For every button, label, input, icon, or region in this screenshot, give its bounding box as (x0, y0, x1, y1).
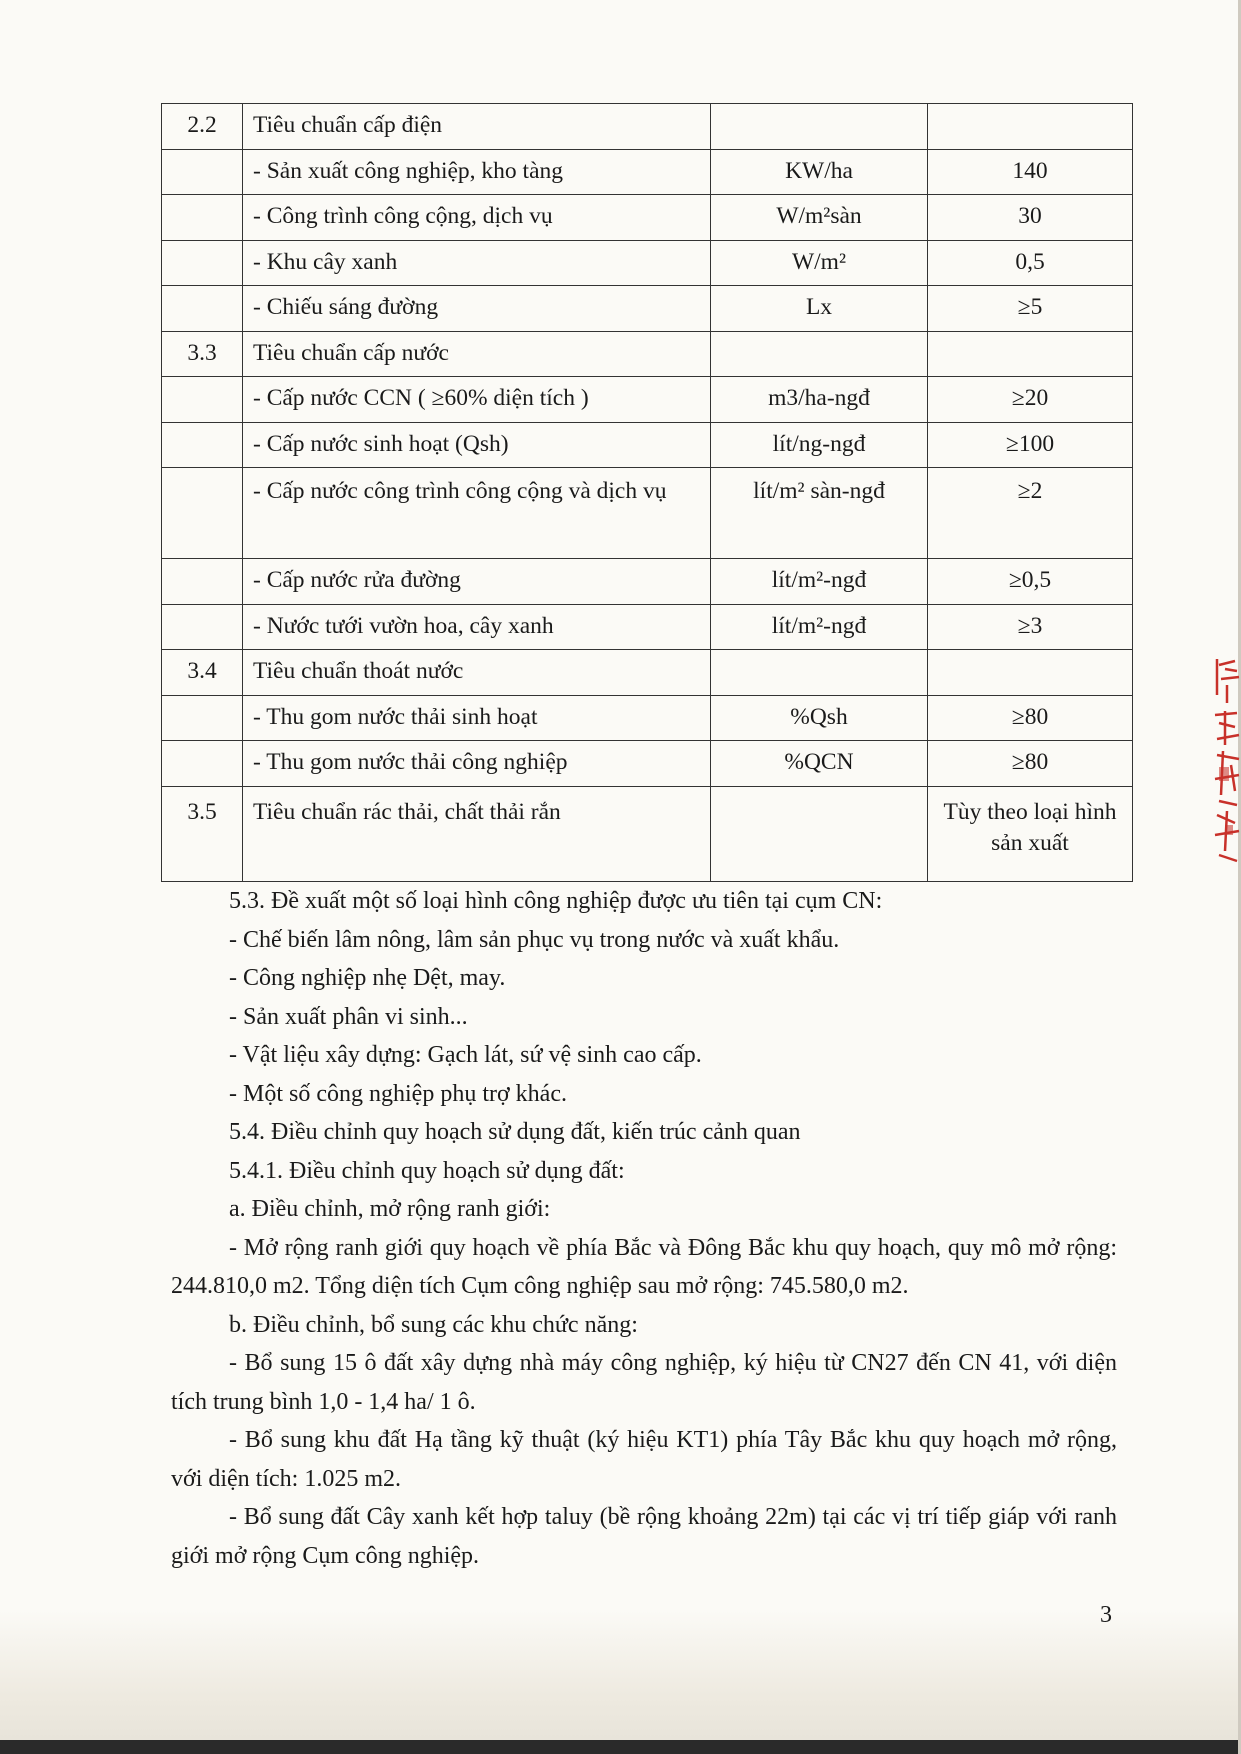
row-number-cell: 3.4 (162, 650, 243, 696)
value-cell: ≥80 (928, 741, 1133, 787)
page-number: 3 (1100, 1602, 1112, 1628)
item-name-cell: - Khu cây xanh (243, 240, 711, 286)
table-row (162, 559, 1133, 605)
table-row (162, 695, 1133, 741)
item-name-cell: - Thu gom nước thải công nghiệp (243, 741, 711, 787)
unit-cell: m3/ha-ngđ (711, 377, 928, 423)
table-row (162, 286, 1133, 332)
paragraph: - Bổ sung khu đất Hạ tầng kỹ thuật (ký hiệu KT1) phía Tây Bắc khu quy hoạch mở rộng, với diện tích: 1.025 m2. (171, 1427, 1117, 1492)
unit-cell: lít/m² sàn-ngđ (711, 468, 928, 559)
table-row (162, 149, 1133, 195)
unit-cell (711, 331, 928, 377)
value-cell: ≥100 (928, 422, 1133, 468)
row-number-cell (162, 240, 243, 286)
item-name-cell: - Cấp nước rửa đường (243, 559, 711, 605)
unit-cell: lít/m²-ngđ (711, 559, 928, 605)
scan-edge-bar (0, 1740, 1241, 1754)
row-number-cell (162, 604, 243, 650)
value-cell: 140 (928, 149, 1133, 195)
item-name-cell: - Sản xuất công nghiệp, kho tàng (243, 149, 711, 195)
list-item: - Sản xuất phân vi sinh... (229, 1003, 468, 1030)
unit-cell: lít/m²-ngđ (711, 604, 928, 650)
value-cell: ≥0,5 (928, 559, 1133, 605)
list-item: - Công nghiệp nhẹ Dệt, may. (229, 965, 506, 991)
row-number-cell: 2.2 (162, 104, 243, 150)
subsection-heading: b. Điều chỉnh, bổ sung các khu chức năng: (229, 1311, 638, 1338)
row-number-cell (162, 695, 243, 741)
row-number-cell (162, 286, 243, 332)
item-name-cell: - Cấp nước sinh hoạt (Qsh) (243, 422, 711, 468)
table-row (162, 377, 1133, 423)
row-number-cell (162, 422, 243, 468)
row-number-cell: 3.3 (162, 331, 243, 377)
value-cell: ≥2 (928, 468, 1133, 559)
unit-cell: W/m²sàn (711, 195, 928, 241)
table-row (162, 195, 1133, 241)
unit-cell: KW/ha (711, 149, 928, 195)
table-row (162, 786, 1133, 881)
table-row (162, 240, 1133, 286)
table-row (162, 741, 1133, 787)
list-item: - Vật liệu xây dựng: Gạch lát, sứ vệ sinh cao cấp. (229, 1042, 702, 1068)
unit-cell (711, 786, 928, 881)
unit-cell (711, 104, 928, 150)
document-body (171, 882, 1117, 1575)
unit-cell: %Qsh (711, 695, 928, 741)
value-cell (928, 104, 1133, 150)
item-name-cell: - Chiếu sáng đường (243, 286, 711, 332)
table-row (162, 331, 1133, 377)
unit-cell: Lx (711, 286, 928, 332)
item-name-cell: Tiêu chuẩn cấp điện (243, 104, 711, 150)
row-number-cell (162, 195, 243, 241)
paragraph: - Bổ sung đất Cây xanh kết hợp taluy (bề rộng khoảng 22m) tại các vị trí tiếp giáp với ranh giới mở rộng Cụm công nghiệp. (171, 1504, 1117, 1569)
value-cell: Tùy theo loại hình sản xuất (928, 786, 1133, 881)
unit-cell (711, 650, 928, 696)
row-number-cell (162, 149, 243, 195)
item-name-cell: Tiêu chuẩn cấp nước (243, 331, 711, 377)
value-cell: ≥80 (928, 695, 1133, 741)
item-name-cell: - Công trình công cộng, dịch vụ (243, 195, 711, 241)
value-cell: ≥3 (928, 604, 1133, 650)
unit-cell: W/m² (711, 240, 928, 286)
table-row (162, 468, 1133, 559)
item-name-cell: - Thu gom nước thải sinh hoạt (243, 695, 711, 741)
red-seal-stamp (1205, 655, 1241, 870)
row-number-cell (162, 377, 243, 423)
value-cell (928, 650, 1133, 696)
item-name-cell: Tiêu chuẩn rác thải, chất thải rắn (243, 786, 711, 881)
value-cell: 0,5 (928, 240, 1133, 286)
item-name-cell: - Cấp nước CCN ( ≥60% diện tích ) (243, 377, 711, 423)
scan-shadow (0, 1610, 1241, 1754)
unit-cell: lít/ng-ngđ (711, 422, 928, 468)
table-row (162, 650, 1133, 696)
row-number-cell (162, 559, 243, 605)
list-item: - Một số công nghiệp phụ trợ khác. (229, 1080, 567, 1107)
subsection-heading: a. Điều chỉnh, mở rộng ranh giới: (229, 1196, 551, 1222)
value-cell: ≥20 (928, 377, 1133, 423)
item-name-cell: - Nước tưới vườn hoa, cây xanh (243, 604, 711, 650)
section-heading: 5.4. Điều chỉnh quy hoạch sử dụng đất, kiến trúc cảnh quan (229, 1119, 801, 1145)
standards-table (161, 103, 1133, 882)
table-row (162, 604, 1133, 650)
list-item: - Chế biến lâm nông, lâm sản phục vụ trong nước và xuất khẩu. (229, 926, 840, 953)
item-name-cell: Tiêu chuẩn thoát nước (243, 650, 711, 696)
section-heading: 5.4.1. Điều chỉnh quy hoạch sử dụng đất: (229, 1157, 625, 1184)
item-name-cell: - Cấp nước công trình công cộng và dịch vụ (243, 468, 711, 559)
table-row (162, 104, 1133, 150)
value-cell (928, 331, 1133, 377)
value-cell: ≥5 (928, 286, 1133, 332)
row-number-cell (162, 741, 243, 787)
table-row (162, 422, 1133, 468)
row-number-cell: 3.5 (162, 786, 243, 881)
unit-cell: %QCN (711, 741, 928, 787)
value-cell: 30 (928, 195, 1133, 241)
paragraph: - Mở rộng ranh giới quy hoạch về phía Bắc và Đông Bắc khu quy hoạch, quy mô mở rộng: 244.810,0 m2. Tổng diện tích Cụm công nghiệp sau mở rộng: 745.580,0 m2. (171, 1234, 1117, 1299)
paragraph: - Bổ sung 15 ô đất xây dựng nhà máy công nghiệp, ký hiệu từ CN27 đến CN 41, với diện tích trung bình 1,0 - 1,4 ha/ 1 ô. (171, 1350, 1117, 1415)
row-number-cell (162, 468, 243, 559)
section-heading: 5.3. Đề xuất một số loại hình công nghiệp được ưu tiên tại cụm CN: (229, 888, 883, 914)
